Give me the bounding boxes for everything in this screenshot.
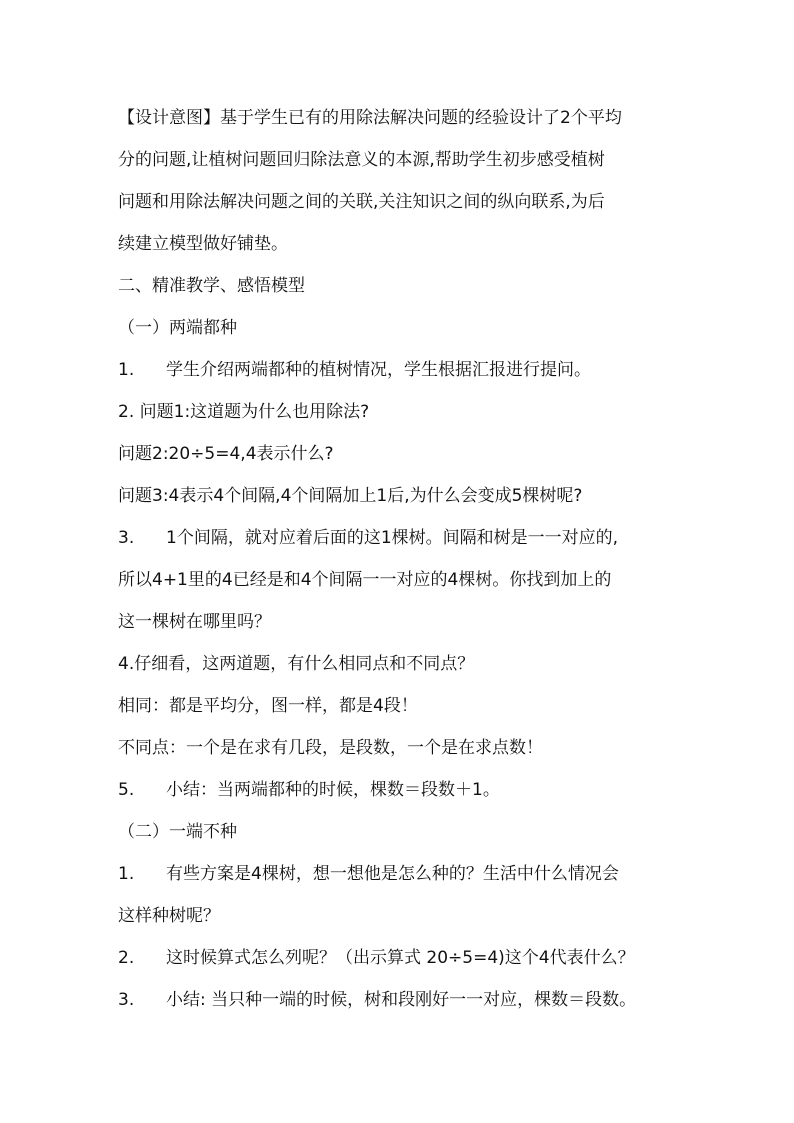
part-1-item-3-line-1 [118,528,698,548]
intro-line-4: 续建立模型做好铺垫。 [118,234,288,254]
item-text: 1个间隔，就对应着后面的这1棵树。间隔和树是一一对应的, [166,528,619,548]
part-1-item-4: 4.仔细看，这两道题，有什么相同点和不同点？ [118,654,475,674]
item-number: 1. [118,360,135,380]
part-2-item-3 [118,990,698,1010]
item-text: 学生介绍两端都种的植树情况，学生根据汇报进行提问。 [166,360,591,380]
part-1-question-3: 问题3:4表示4个间隔,4个间隔加上1后,为什么会变成5棵树呢? [118,486,583,506]
item-text: 小结: 当只种一端的时候，树和段刚好一一对应，棵数＝段数。 [166,990,637,1010]
item-text: 这时候算式怎么列呢？（出示算式 20÷5=4)这个4代表什么？ [166,948,635,968]
part-1-item-3-line-3: 这一棵树在哪里吗？ [118,612,271,632]
item-number: 2. [118,948,135,968]
part-2-heading: （二）一端不种 [118,822,237,842]
part-1-item-5 [118,780,698,800]
part-1-item-2: 2. 问题1:这道题为什么也用除法? [118,402,370,422]
part-1-item-3-line-2: 所以4+1里的4已经是和4个间隔一一对应的4棵树。你找到加上的 [118,570,612,590]
part-2-item-1-line-1 [118,864,698,884]
part-1-heading: （一）两端都种 [118,318,237,338]
intro-line-2: 分的问题,让植树问题回归除法意义的本源,帮助学生初步感受植树 [118,150,605,170]
part-1-same-points: 相同：都是平均分，图一样，都是4段！ [118,696,418,716]
section-2-heading: 二、精准教学、感悟模型 [118,276,305,296]
part-1-different-points: 不同点：一个是在求有几段，是段数，一个是在求点数！ [118,738,543,758]
part-1-item-1 [118,360,698,380]
intro-line-1: 【设计意图】基于学生已有的用除法解决问题的经验设计了2个平均 [118,108,622,128]
item-number: 3. [118,990,135,1010]
item-number: 5. [118,780,135,800]
part-2-item-1-line-2: 这样种树呢？ [118,906,220,926]
item-number: 3. [118,528,135,548]
item-text: 小结：当两端都种的时候，棵数＝段数＋1。 [166,780,500,800]
intro-line-3: 问题和用除法解决问题之间的关联,关注知识之间的纵向联系,为后 [118,192,605,212]
item-number: 1. [118,864,135,884]
item-text: 有些方案是4棵树，想一想他是怎么种的？生活中什么情况会 [166,864,619,884]
part-1-question-2: 问题2:20÷5=4,4表示什么? [118,444,334,464]
part-2-item-2 [118,948,698,968]
